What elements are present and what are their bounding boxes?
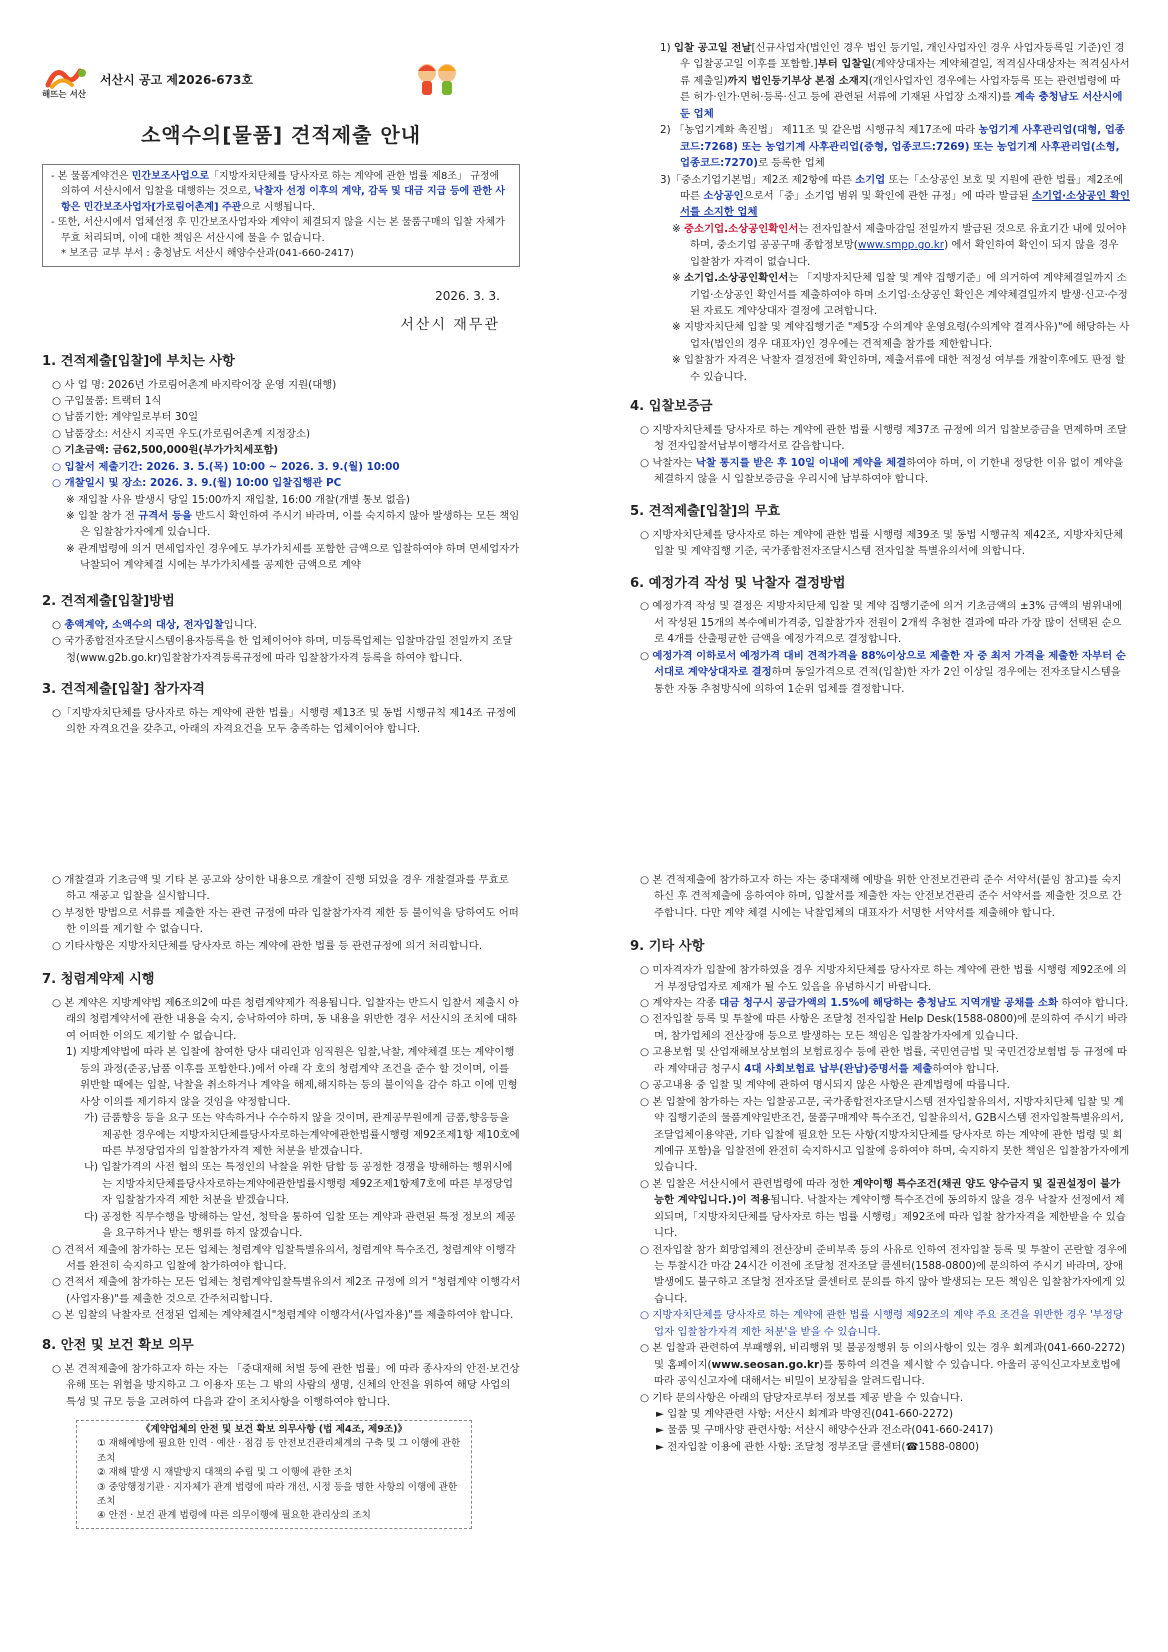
cont-line: ○ 부정한 방법으로 서류를 제출한 자는 관련 규정에 따라 입찰참가자격 제한 등 불이익을 당하여도 어떠한 이의를 제기할 수 없습니다. [52, 906, 519, 936]
page-title: 소액수의[물품] 견적제출 안내 [140, 123, 422, 147]
seosan-logo-icon [42, 61, 92, 99]
s7-line: ○ 견적서 제출에 참가하는 모든 업체는 청렴계약입찰특별유의서 제2조 규정에 의거 "청렴계약 이행각서(사업자용)"를 제출한 것으로 간주처리합니다. [52, 1276, 521, 1305]
s3-note-3: ※ 지방자치단체 입찰 및 계약집행기준 "제5장 수의계약 운영요령(수의계약 결격사유)"에 해당하는 사업자(법인의 경우 대표자)인 경우에는 견적제출 참가를 제한합니다. [672, 321, 1130, 350]
notice-number: 서산시 공고 제2026-673호 [100, 72, 253, 87]
notice-header [42, 60, 520, 100]
s9-line: ○ 지방자치단체를 당사자로 하는 계약에 관한 법률 시행령 제92조의 계약 주요 조건을 위반한 경우 '부정당업자 입찰참가자격 제한 처분'을 받을 수 있습니다. [640, 1309, 1123, 1338]
s1-note: ※ 관계법령에 의거 면세업자인 경우에도 부가가치세를 포함한 금액으로 입찰하여야 하며 면세업자가 낙찰되어 계약체결 시에는 부가가치세를 공제한 금액으로 계약 [66, 542, 520, 572]
s7-clause: 다) 공정한 직무수행을 방해하는 알선, 청탁을 통하여 입찰 또는 계약과 관련된 특정 정보의 제공을 요구하거나 받는 행위를 하지 않겠습니다. [84, 1210, 516, 1240]
issuer: 서산시 재무관 [400, 316, 500, 333]
column-top-right [630, 40, 1130, 697]
s3-qual-2: 2) 「농업기계화 촉진법」 제11조 및 같은법 시행규칙 제17조에 따라 농업기계 사후관리업(대형, 업종코드:7268) 또는 농업기계 사후관리업(중형, 업종코드:7269) 또는 농업기계 사후관리업(소형, 업종코드:7270)로 등록한 업체 [660, 124, 1125, 170]
s7-line: ○ 본 입찰의 낙찰자로 선정된 업체는 계약체결시"청렴계약 이행각서(사업자용)"를 제출하여야 합니다. [52, 1309, 514, 1322]
safety-item: ③ 중앙행정기관 · 지자체가 관계 법령에 따라 개선, 시정 등을 명한 사항의 이행에 관한 조치 [97, 1481, 458, 1507]
s8-line: ○ 본 견적제출에 참가하고자 하는 자는 중대재해 예방을 위한 안전보건관리 준수 서약서(붙임 참고)를 숙지하신 후 견적제출에 응하여야 하며, 입찰서를 제출한 자는 안전보건관리 준수 서약서를 제출한 것으로 간주합니다. 다만 계약 체결 시에는 낙찰업체의 대표자가 서명한 서약서를 제출해야 합니다. [640, 874, 1122, 919]
s3-note-1: ※ 중소기업.소상공인확인서는 전자입찰서 제출마감일 전일까지 발급된 것으로 유효기간 내에 있어야 하며, 중소기업 공공구매 종합정보망(www.smpp.go.kr) 에서 확인하여 확인이 되지 않을 경우 입찰참가 자격이 없습니다. [672, 222, 1126, 268]
s3-qual-3: 3)「중소기업기본법」제2조 제2항에 따른 소기업 또는「소상공인 보호 및 지원에 관한 법률」제2조에 따른 소상공인으로서「중」소기업 범위 및 확인에 관한 규정」에 따라 발급된 소기업·소상공인 확인서를 소지한 업체 [660, 173, 1130, 219]
s9-line: ○ 전자입찰 등록 및 투찰에 따른 사항은 조달청 전자입찰 Help Desk(1588-0800)에 문의하여 주시기 바라며, 참가업체의 전산장애 등으로 발생하는 모든 책임은 입찰참가자에게 있습니다. [640, 1013, 1128, 1042]
s1-line: ○ 사 업 명: 2026년 가로림어촌계 바지락어장 운영 지원(대행) [52, 378, 337, 391]
s7-clause: 가) 금품향응 등을 요구 또는 약속하거나 수수하지 않을 것이며, 관계공무원에게 금품,향응등을 제공한 경우에는 지방자치단체를당사자로하는계약에관한법률시행령 제92조제1항 제10호에 따른 부정당업자의 입찰참가자격 제한 처분을 받겠습니다. [84, 1112, 520, 1157]
safety-obligations-box [76, 1420, 472, 1529]
s9-line: ○ 본 입찰에 참가하는 자는 입찰공고문, 국가종합전자조달시스템 전자입찰유의서, 지방자치단체 입찰 및 계약 집행기준의 물품계약일반조건, 물품구매계약 특수조건, 입찰유의서, G2B시스템 전자입찰특별유의서, 조달업체이용약관, 기타 입찰에 필요한 모든 사항(지방자치단체를 당사자로 하는 계약에 관한 법령 및 회계예규 포함)을 입찰전에 완전히 숙지하시고 입찰에 응하여야 하며, 숙지하지 못한 책임은 입찰참가자에게 있습니다. [640, 1095, 1130, 1174]
s9-line: ○ 기타 문의사항은 아래의 담당자로부터 정보를 제공 받을 수 있습니다. [640, 1391, 964, 1404]
s5-line: ○ 지방자치단체를 당사자로 하는 계약에 관한 법률 시행령 제39조 및 동법 시행규칙 제42조, 지방자치단체 입찰 및 계약집행 기준, 국가종합전자조달시스템 전자입찰 특별유의서에 의합니다. [640, 528, 1124, 558]
column-bottom-right [630, 872, 1130, 1455]
safety-item: ④ 안전 · 보건 관계 법령에 따른 의무이행에 필요한 관리상의 조치 [97, 1510, 371, 1522]
notice-box [42, 164, 520, 267]
s9-line: ○ 고용보험 및 산업재해보상보험의 보험료징수 등에 관한 법률, 국민연금법 및 국민건강보험법 등 규정에 따라 계약대금 청구시 4대 사회보험료 납부(완납)증명서를 제출하여야 합니다. [640, 1046, 1127, 1075]
notice-line-2: - 또한, 서산시에서 업체선정 후 민간보조사업자와 계약이 체결되지 않을 시는 본 물품구매의 입찰 자체가 무효 처리되며, 이에 대한 책임은 서산시에 물을 수 없습니다. [51, 217, 505, 244]
column-bottom-left [42, 872, 522, 1529]
s9-line: ○ 본 입찰과 관련하여 부패행위, 비리행위 및 불공정행위 등 이의사항이 있는 경우 회계과(041-660-2272) 및 홈페이지(www.seosan.go.kr)를 통하여 의견을 제시할 수 있습니다. 아울러 공익신고자보호법에 따라 공익신고자에 대해서는 비밀이 보장됨을 알려드립니다. [640, 1342, 1126, 1388]
section-1-title: 1. 견적제출[입찰]에 부치는 사항 [42, 353, 235, 369]
s3-note-4: ※ 입찰참가 자격은 낙찰자 결정전에 확인하며, 제출서류에 대한 적정성 여부를 개찰이후에도 판정 할 수 있습니다. [672, 354, 1126, 383]
safety-item: ① 재해예방에 필요한 인력 · 예산 · 점검 등 안전보건관리체계의 구축 및 그 이행에 관한 조치 [97, 1438, 461, 1464]
s3-qual-1: 1) 입찰 공고일 전날[신규사업자(법인인 경우 법인 등기일, 개인사업자인 경우 사업자등록일 기준)인 경우 입찰공고일 이후를 포함함.]부터 입찰일(계약상대자는 계약체결일, 적격심사대상자는 적격심사서류 제출일)까지 법인등기부상 본점 소재지(개인사업자인 경우에는 사업자등록 또는 관련법령에 따른 허가·인가·면허·등록·신고 등에 관련된 서류에 기재된 사업장 소재지)를 계속 충청남도 서산시에 둔 업체 [660, 42, 1130, 120]
s4-line: ○ 지방자치단체를 당사자로 하는 계약에 관한 법률 시행령 제37조 규정에 의거 입찰보증금을 면제하며 조달청 전자입찰서납부이행각서로 갈음합니다. [640, 424, 1127, 453]
column-top-left [42, 60, 520, 738]
notice-date: 2026. 3. 3. [435, 288, 500, 303]
s7-clause: 나) 입찰가격의 사전 협의 또는 특정인의 낙찰을 위한 담합 등 공정한 경쟁을 방해하는 행위시에는 지방자치단체를당사자로하는계약에관한법률시행령 제92조제1항제7호에 따른 부정당업자 입찰참가자격 제한 처분을 받겠습니다. [84, 1161, 514, 1207]
s6-line: ○ 예정가격 작성 및 결정은 지방자치단체 입찰 및 계약 집행기준에 의거 기초금액의 ±3% 금액의 범위내에서 작성된 15개의 복수예비가격중, 입찰참가자 전원이 2개씩 추첨한 결과에 따라 가장 많이 선택된 순으로 4개를 산출평균한 금액을 예정가격으로 결정합니다. [640, 600, 1122, 646]
section-9-title: 9. 기타 사항 [630, 939, 705, 955]
s1-line: ○ 납품기한: 계약일로부터 30일 [52, 411, 199, 424]
s1-line: ○ 구입물품: 트랙터 1식 [52, 394, 162, 407]
section-7-title: 7. 청렴계약제 시행 [42, 972, 155, 988]
s1-line: ○ 납품장소: 서산시 지곡면 우도(가로림어촌계 지정장소) [52, 427, 311, 440]
s1-base-price: ○ 기초금액: 금62,500,000원(부가가치세포함) [52, 444, 279, 457]
cont-line: ○ 기타사항은 지방자치단체를 당사자로 하는 계약에 관한 법률 등 관련규정에 의거 처리합니다. [52, 939, 483, 952]
section-3-title: 3. 견적제출[입찰] 참가자격 [42, 681, 205, 697]
s9-line: ○ 본 입찰은 서산시에서 관련법령에 따라 정한 계약이행 특수조건(채권 양도 양수금지 및 질권설정이 불가능한 계약입니다.)이 적용됩니다. 낙찰자는 계약이행 특수조건에 동의하지 않을 경우 낙찰자 선정에서 제외되며,「지방자치단체를 당사자로 하는 법률 시행령」제92조에 따라 입찰 참가자격을 제한받을 수 있습니다. [640, 1177, 1126, 1240]
s1-note: ※ 재입찰 사유 발생시 당일 15:00까지 재입찰, 16:00 개찰(개별 통보 없음) [66, 493, 410, 506]
s9-line: ○ 미자격자가 입찰에 참가하였을 경우 지방자치단체를 당사자로 하는 계약에 관한 법률 시행령 제92조에 의거 부정당업자로 제재가 될 수도 있음을 유념하시기 바랍니다. [640, 964, 1127, 993]
s9-line: ○ 전자입찰 참가 희망업체의 전산장비 준비부족 등의 사유로 인하여 전자입찰 등록 및 투찰이 곤란할 경우에는 투찰시간 마감 24시간 이전에 조달청 전자조달 콜센터(1588-0800)에 문의하여 주시기 바라며, 장애 발생에도 불구하고 조달청 전자조달 콜센터로 문의를 하지 않아 발생되는 모든 책임은 입찰참가자에게 있습니다. [640, 1243, 1127, 1305]
contact-item: ► 물품 및 구매사양 관련사항: 서산시 해양수산과 전소라(041-660-2417) [656, 1424, 994, 1437]
s7-line: ○ 본 계약은 지방계약법 제6조의2에 따른 청렴계약제가 적용됩니다. 입찰자는 반드시 입찰서 제출시 아래의 청렴계약서에 관한 내용을 숙지, 승낙하여야 하며, 동 내용을 위반한 경우 서산시의 조치에 대하여 어떠한 이의도 제기할 수 없습니다. [52, 997, 519, 1042]
notice-line-3: * 보조금 교부 부서 : 충청남도 서산시 해양수산과(041-660-2417) [61, 248, 354, 260]
mascot-icon [414, 59, 460, 101]
s9-line: ○ 공고내용 중 입찰 및 계약에 관하여 명시되지 않은 사항은 관계법령에 따릅니다. [640, 1079, 1010, 1092]
s4-line: ○ 낙찰자는 낙찰 통지를 받은 후 10일 이내에 계약을 체결하여야 하며, 이 기한내 정당한 이유 없이 계약을 체결하지 않을 시 입찰보증금을 우리시에 납부하여야 합니다. [640, 456, 1124, 486]
section-4-title: 4. 입찰보증금 [630, 399, 713, 415]
s1-bid-period: ○ 입찰서 제출기간: 2026. 3. 5.(목) 10:00 ~ 2026. 3. 9.(월) 10:00 [52, 460, 400, 473]
s1-opening: ○ 개찰일시 및 장소: 2026. 3. 9.(월) 10:00 입찰집행관 PC [52, 477, 342, 490]
s3-line: ○「지방자치단체를 당사자로 하는 계약에 관한 법률」시행령 제13조 및 동법 시행규칙 제14조 규정에 의한 자격요건을 갖추고, 아래의 자격요건을 모두 충족하는 업체이어야 합니다. [52, 706, 517, 736]
s3-note-2: ※ 소기업.소상공인확인서는 「지방자치단체 입찰 및 계약 집행기준」에 의거하여 계약체결일까지 소기업·소상공인 확인서를 제출하여야 하며 소기업·소상공인 확인은 계약체결일까지 발생·신고·수정된 자료도 계약상대자 결정에 고려합니다. [672, 272, 1128, 317]
s2-line: ○ 국가종합전자조달시스템이용자등록을 한 업체이어야 하며, 미등록업체는 입찰마감일 전일까지 조달청(www.g2b.go.kr)입찰참가자격등록규정에 따라 입찰참가자격 등록을 하여야 합니다. [52, 635, 513, 664]
s8-line: ○ 본 견적제출에 참가하고자 하는 자는 「중대재해 처벌 등에 관한 법률」에 따라 종사자의 안전·보건상 유해 또는 위험을 방지하고 그 이용자 또는 그 밖의 사람의 생명, 신체의 안전을 위하여 해당 사업의 특성 및 규모 등을 고려하여 다음과 같이 조치사항을 이행하여야 합니다. [52, 1362, 520, 1408]
contact-item: ► 전자입찰 이용에 관한 사항: 조달청 정부조달 콜센터(☎1588-0800) [656, 1440, 980, 1453]
notice-line-1: - 본 물품계약건은 민간보조사업으로「지방자치단체를 당사자로 하는 계약에 관한 법률 제8조」 규정에 의하여 서산시에서 입찰을 대행하는 것으로, 낙찰자 선정 이후의 계약, 감독 및 대금 지급 등에 관한 사항은 민간보조사업자[가로림어촌계] 주관으로 시행됩니다. [51, 170, 506, 213]
contact-item: ► 입찰 및 계약관련 사항: 서산시 회계과 박영진(041-660-2272) [656, 1407, 953, 1420]
s7-line: 1) 지방계약법에 따라 본 입찰에 참여한 당사 대리인과 임직원은 입찰,낙찰, 계약체결 또는 계약이행 등의 과정(준공,납품 이후를 포함한다.)에서 아래 각 호의 청렴계약 조건을 준수 할 것이며, 이를 위반할 때에는 입찰, 낙찰을 취소하거나 계약을 해제,해지하는 등의 불이익을 감수 하고 이에 민형사상 이의를 제기하지 않을 것임을 약정합니다. [66, 1046, 518, 1108]
section-6-title: 6. 예정가격 작성 및 낙찰자 결정방법 [630, 575, 846, 591]
cont-line: ○ 개찰결과 기초금액 및 기타 본 공고와 상이한 내용으로 개찰이 진행 되었을 경우 개찰결과를 무효로 하고 재공고 입찰을 실시합니다. [52, 874, 509, 903]
city-logo [42, 61, 253, 99]
s2-line: ○ 총액계약, 소액수의 대상, 전자입찰입니다. [52, 618, 258, 631]
s1-note: ※ 입찰 참가 전 규격서 등을 반드시 확인하여 주시기 바라며, 이를 숙지하지 않아 발생하는 모든 책임은 입찰참가자에게 있습니다. [66, 510, 520, 539]
s7-line: ○ 견적서 제출에 참가하는 모든 업체는 청렴계약 입찰특별유의서, 청렴계약 특수조건, 청렴계약 이행각서를 완전히 숙지하고 입찰에 참가하여야 합니다. [52, 1243, 516, 1273]
safety-item: ② 재해 발생 시 재발방지 대책의 수립 및 그 이행에 관한 조치 [97, 1467, 353, 1479]
section-5-title: 5. 견적제출[입찰]의 무효 [630, 503, 781, 519]
safety-box-title: 《계약업체의 안전 및 보건 확보 의무사항 (법 제4조, 제9조)》 [140, 1423, 408, 1435]
logo-text: 해뜨는 서산 [42, 90, 87, 100]
s9-line: ○ 계약자는 각종 대금 청구시 공급가액의 1.5%에 해당하는 충청남도 지역개발 공채를 소화 하여야 합니다. [640, 997, 1129, 1010]
section-8-title: 8. 안전 및 보건 확보 의무 [42, 1337, 194, 1353]
section-2-title: 2. 견적제출[입찰]방법 [42, 593, 175, 609]
s6-line: ○ 예정가격 이하로서 예정가격 대비 견적가격을 88%이상으로 제출한 자 중 최저 가격을 제출한 자부터 순서대로 계약상대자로 결정하며 동일가격으로 견적(입찰)한 자가 2인 이상일 경우에는 전자조달시스템을 통한 자동 추첨방식에 의하여 1순위 업체를 결정합니다. [640, 649, 1126, 695]
